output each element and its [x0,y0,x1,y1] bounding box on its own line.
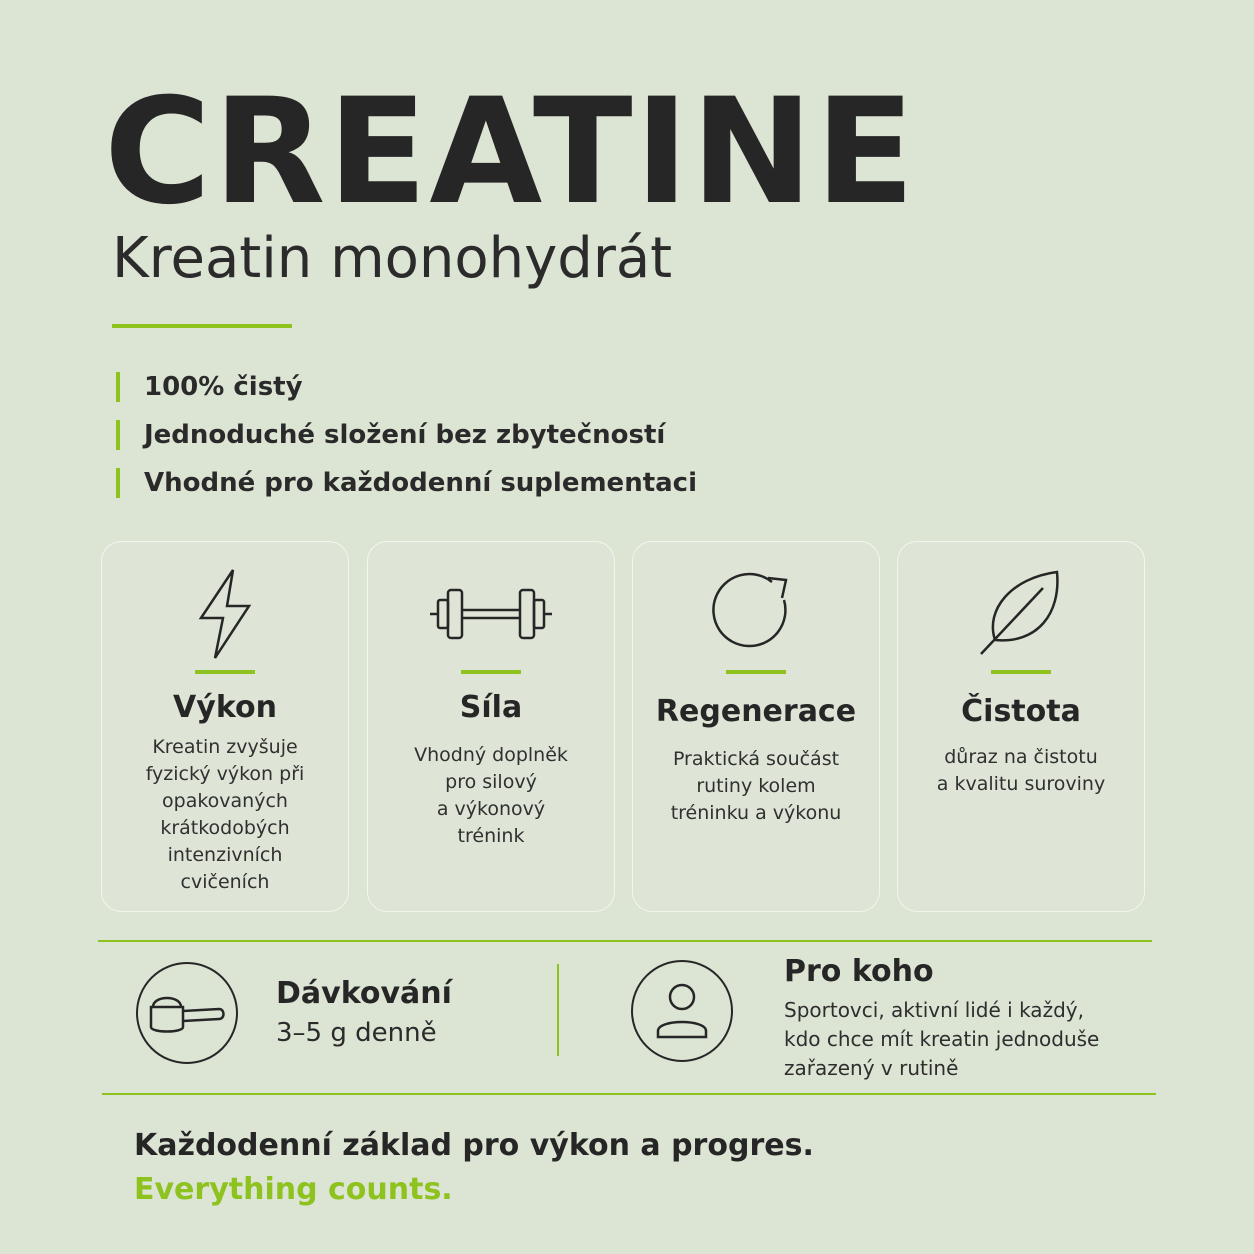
feature-item [116,372,303,402]
person-icon [652,979,712,1043]
refresh-icon [706,564,806,664]
feature-bullet-bar [116,372,120,402]
scoop-icon [147,983,227,1043]
card-description: důraz na čistotu a kvalitu suroviny [936,746,1106,795]
card-description: Praktická součást rutiny kolem tréninku a výkonu [670,748,842,824]
feature-text: Vhodné pro každodenní suplementaci [144,468,697,498]
lightning-icon [185,564,265,664]
card-accent-line [461,670,521,674]
section-divider-bottom [102,1093,1156,1095]
feature-bullet-bar [116,420,120,450]
card-accent-line [726,670,786,674]
feature-bullet-bar [116,468,120,498]
card-accent-line [195,670,255,674]
benefit-card-vykon [101,541,349,912]
footer-tagline: Každodenní základ pro výkon a progres. [134,1128,814,1163]
dumbbell-icon [426,564,556,664]
card-description: Vhodný doplněk pro silový a výkonový trénink [414,744,568,847]
product-title: CREATINE [104,67,917,237]
feature-item [116,468,697,498]
card-title: Výkon [173,690,277,725]
card-title: Síla [459,690,523,725]
feature-text: 100% čistý [144,372,303,402]
section-divider-top [98,940,1152,942]
footer-slogan: Everything counts. [134,1172,453,1207]
dosage-icon-circle [136,962,238,1064]
benefit-card-sila [367,541,615,912]
dosage-value: 3–5 g denně [276,1018,437,1048]
benefit-card-regenerace [632,541,880,912]
audience-description: Sportovci, aktivní lidé i každý, kdo chce mít kreatin jednoduše zařazený v rutině [784,998,1100,1080]
feature-text: Jednoduché složení bez zbytečností [144,420,666,450]
audience-title: Pro koho [784,954,934,989]
dosage-title: Dávkování [276,976,452,1011]
audience-icon-circle [631,960,733,1062]
product-subtitle: Kreatin monohydrát [112,226,673,291]
feature-item [116,420,665,450]
card-description: Kreatin zvyšuje fyzický výkon při opakovaných krátkodobých intenzivních cvičeních [145,736,305,893]
card-accent-line [991,670,1051,674]
card-title: Regenerace [655,694,857,729]
leaf-icon [971,564,1071,664]
vertical-divider [557,964,559,1056]
title-accent-line [112,324,292,328]
card-title: Čistota [961,694,1081,729]
benefit-card-cistota [897,541,1145,912]
